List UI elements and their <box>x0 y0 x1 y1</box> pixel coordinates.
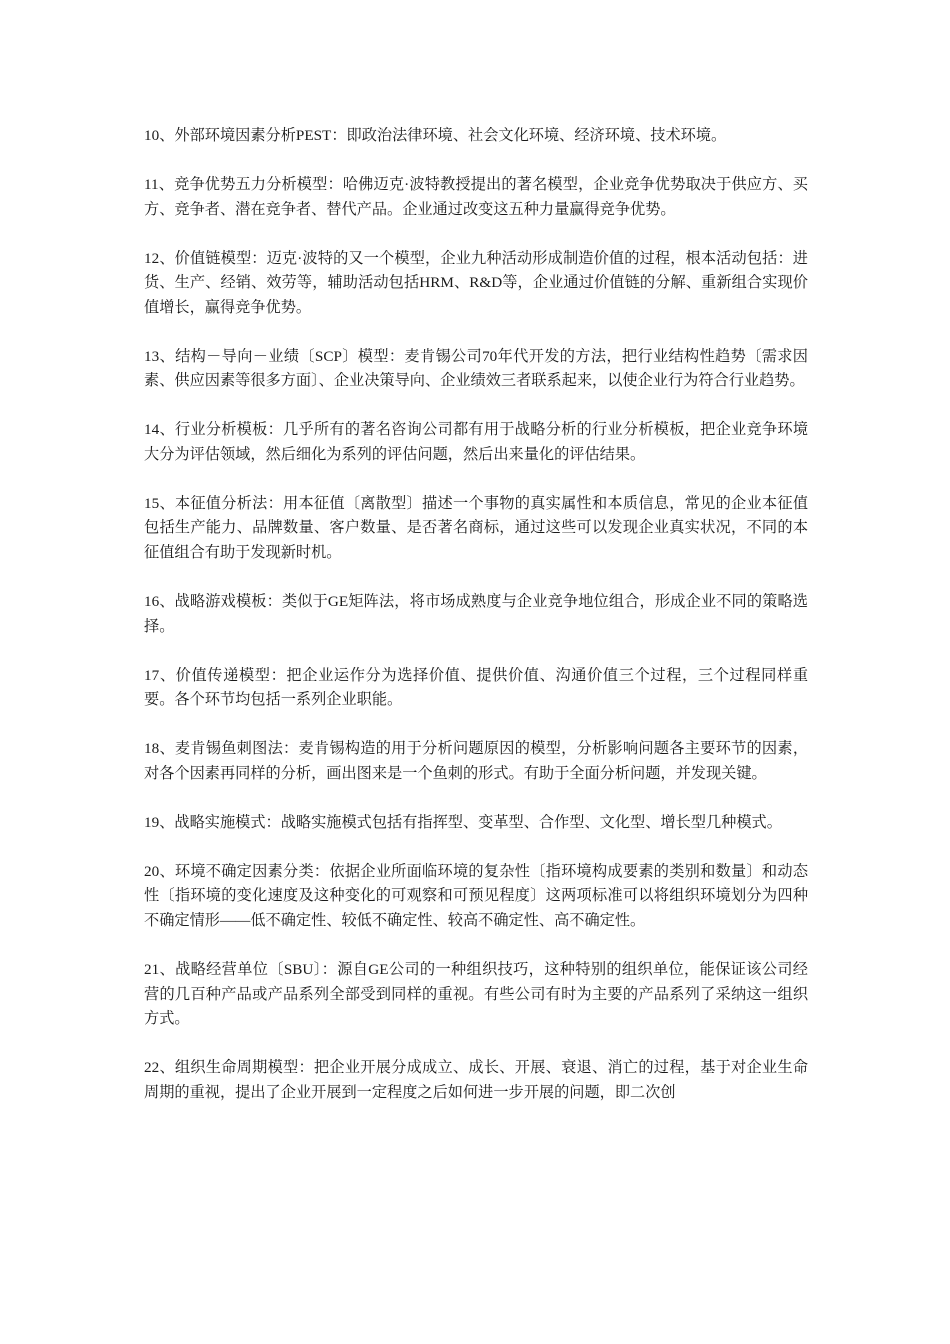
paragraph-item-14: 14、行业分析模板：几乎所有的著名咨询公司都有用于战略分析的行业分析模板，把企业竞争环境大分为评估领域，然后细化为系列的评估问题，然后出来量化的评估结果。 <box>144 421 808 463</box>
paragraph-item-20: 20、环境不确定因素分类：依据企业所面临环境的复杂性〔指环境构成要素的类别和数量〕和动态性〔指环境的变化速度及这种变化的可观察和可预见程度〕这两项标准可以将组织环境划分为四种不确定情形——低不确定性、较低不确定性、较高不确定性、高不确定性。 <box>144 862 808 929</box>
paragraph-item-17: 17、价值传递模型：把企业运作分为选择价值、提供价值、沟通价值三个过程，三个过程同样重要。各个环节均包括一系列企业职能。 <box>144 666 808 709</box>
paragraph-item-12: 12、价值链模型：迈克·波特的又一个模型，企业九种活动形成制造价值的过程，根本活动包括：进货、生产、经销、效劳等，辅助活动包括HRM、R&D等，企业通过价值链的分解、重新组合实现价值增长，赢得竞争优势。 <box>144 249 808 316</box>
paragraph-item-22: 22、组织生命周期模型：把企业开展分成成立、成长、开展、衰退、消亡的过程，基于对企业生命周期的重视，提出了企业开展到一定程度之后如何进一步开展的问题，即二次创 <box>144 1059 808 1101</box>
document-page <box>144 124 808 1130</box>
paragraph-item-16: 16、战略游戏模板：类似于GE矩阵法，将市场成熟度与企业竞争地位组合，形成企业不同的策略选择。 <box>144 593 808 635</box>
paragraph-item-15: 15、本征值分析法：用本征值〔离散型〕描述一个事物的真实属性和本质信息，常见的企业本征值包括生产能力、品牌数量、客户数量、是否著名商标，通过这些可以发现企业真实状况，不同的本征值组合有助于发现新时机。 <box>144 494 808 562</box>
paragraph-item-18: 18、麦肯锡鱼刺图法：麦肯锡构造的用于分析问题原因的模型，分析影响问题各主要环节的因素，对各个因素再同样的分析，画出图来是一个鱼刺的形式。有助于全面分析问题，并发现关键。 <box>144 740 808 782</box>
paragraph-item-10: 10、外部环境因素分析PEST：即政治法律环境、社会文化环境、经济环境、技术环境。 <box>144 127 727 144</box>
paragraph-item-11: 11、竞争优势五力分析模型：哈佛迈克·波特教授提出的著名模型，企业竞争优势取决于供应方、买方、竞争者、潜在竞争者、替代产品。企业通过改变这五种力量赢得竞争优势。 <box>144 175 808 218</box>
paragraph-item-13: 13、结构－导向－业绩〔SCP〕模型：麦肯锡公司70年代开发的方法，把行业结构性趋势〔需求因素、供应因素等很多方面〕、企业决策导向、企业绩效三者联系起来，以使企业行为符合行业趋势。 <box>144 347 808 390</box>
paragraph-item-21: 21、战略经营单位〔SBU〕：源自GE公司的一种组织技巧，这种特别的组织单位，能保证该公司经营的几百种产品或产品系列全部受到同样的重视。有些公司有时为主要的产品系列了采纳这一组织方式。 <box>144 960 808 1028</box>
paragraph-item-19: 19、战略实施模式：战略实施模式包括有指挥型、变革型、合作型、文化型、增长型几种模式。 <box>144 813 782 831</box>
